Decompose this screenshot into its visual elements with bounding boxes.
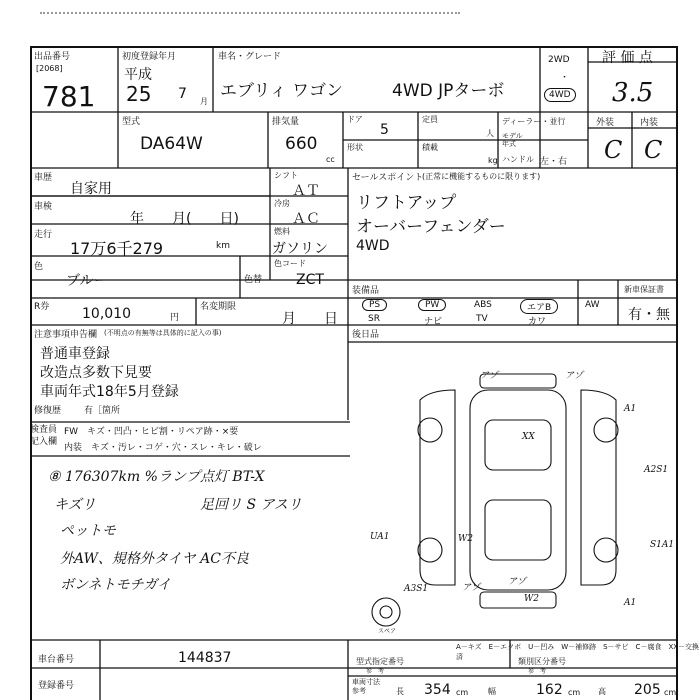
color-label: 色	[34, 262, 44, 272]
use-value: 自家用	[70, 181, 112, 197]
r-unit: 円	[170, 313, 180, 323]
equip-navi: ナビ	[424, 317, 443, 327]
shape-label: 形状	[347, 143, 363, 152]
mark-w2-rear: W2	[524, 594, 539, 604]
disp-label: 排気量	[272, 117, 300, 127]
chassis-label: 車台番号	[38, 655, 75, 665]
class-label: 類別区分番号	[518, 657, 566, 666]
inspect-label: 車検	[34, 202, 53, 212]
damage-legend: A－キズ E－エクボ U－凹み W－補修跡 S－サビ C－腐食 XX－交換済	[456, 643, 700, 661]
chassis-value: 144837	[178, 650, 232, 666]
shift-label: シフト	[274, 171, 298, 180]
mark-front-right: アゾ	[565, 371, 584, 381]
remark-3: ペットモ	[60, 523, 116, 539]
selling-sub: (正常に機能するものに限ります)	[422, 172, 541, 181]
hgt-unit: cm	[664, 688, 677, 697]
car-name: エブリィ ワゴン	[220, 81, 344, 101]
inspect-value: 年 月( 日)	[130, 211, 239, 227]
first-reg-label: 初度登録年月	[122, 52, 177, 62]
drive-4wd-circled: 4WD	[544, 88, 576, 102]
ext-grade: C	[604, 136, 623, 164]
shift-value: ＡＴ	[292, 183, 320, 199]
name-label: 車名・グレード	[218, 52, 282, 62]
color-change-label: 色替	[244, 275, 263, 285]
mark-xx: XX	[522, 432, 535, 442]
int-label: 内装	[640, 118, 659, 128]
door-value: 5	[380, 122, 389, 138]
reg-value: 月 日	[282, 311, 338, 327]
selling-point-2: オーバーフェンダー	[356, 217, 506, 237]
mark-a1-bottom: A1	[624, 598, 637, 608]
reg-label: 名変期限	[200, 302, 237, 312]
disp-value: 660	[285, 134, 318, 154]
use-label: 車歴	[34, 173, 53, 183]
repair-label: 修復歴	[34, 406, 62, 416]
note-3: 車両年式18年5月登録	[40, 384, 179, 400]
mark-w2-mid: W2	[458, 534, 473, 544]
wid-value: 162	[536, 682, 563, 698]
remark-side: 足回リ S アスリ	[200, 497, 302, 513]
equip-leather: カワ	[528, 317, 547, 327]
lot-label: 出品番号	[34, 52, 71, 62]
new-warranty-label: 新車保証書	[624, 285, 664, 294]
drive-dot: ・	[560, 73, 570, 83]
equip-ps: PS	[362, 299, 387, 311]
wid-label: 幅	[488, 687, 496, 696]
class-sub: 参 考	[528, 668, 547, 675]
reg-month-unit: 月	[200, 97, 208, 106]
load-unit: kg	[488, 156, 498, 165]
int-grade: C	[644, 136, 663, 164]
model-label: 型式	[122, 117, 141, 127]
mileage-value: 17万6千279	[70, 239, 164, 258]
reg-no-label: 登録番号	[38, 681, 75, 691]
r-label: R券	[34, 302, 50, 312]
color-code-label: 色コード	[274, 259, 306, 268]
era: 平成	[124, 67, 152, 83]
selling-label: セールスポイント	[352, 173, 424, 183]
r-value: 10,010	[82, 306, 131, 322]
lot-number: 781	[42, 80, 96, 113]
new-warranty-value: 有・無	[628, 307, 670, 323]
dim-label: 車両寸法 参考	[352, 678, 380, 695]
remark-2: キズリ	[54, 497, 96, 513]
lot-sub: [2068]	[36, 64, 63, 73]
inspector-label: 検査員 記入欄	[30, 425, 58, 447]
equip-aw: AW	[585, 300, 600, 310]
notes-label: 注意事項申告欄	[34, 330, 98, 340]
mark-s1a1: S1A1	[650, 540, 675, 550]
ac-value: ＡＣ	[292, 211, 320, 227]
ac-label: 冷房	[274, 199, 290, 208]
drive-2wd: 2WD	[548, 55, 570, 65]
cap-label: 定員	[422, 115, 438, 124]
hgt-label: 高	[598, 687, 606, 696]
remark-5: ボンネトモチガイ	[60, 577, 171, 593]
score-value: 3.5	[612, 78, 654, 108]
mark-front-left: アゾ	[480, 371, 499, 381]
len-label: 長	[396, 687, 404, 696]
ext-label: 外装	[596, 118, 615, 128]
mark-a3s1: A3S1	[404, 584, 429, 594]
equip-airbag: エアB	[520, 299, 558, 314]
notes-sub: (不明点の有無等は具体的に記入の事)	[104, 329, 222, 337]
equip-tv: TV	[476, 314, 488, 324]
spare-label: スペア	[378, 628, 397, 635]
color-value: ブルー	[66, 273, 108, 289]
equip-abs: ABS	[474, 300, 492, 310]
type-cert-label: 型式指定番号	[356, 657, 404, 666]
mileage-label: 走行	[34, 230, 53, 240]
reg-year: 25	[126, 82, 152, 106]
mileage-unit: km	[216, 241, 230, 251]
load-label: 積載	[422, 143, 438, 152]
model-year-label: モデル 年式	[502, 132, 523, 148]
mark-a2s1: A2S1	[644, 465, 669, 475]
diagram-label: 後日品	[352, 330, 380, 340]
type-cert-sub: 参 考	[366, 668, 385, 675]
len-value: 354	[424, 682, 451, 698]
wid-unit: cm	[568, 688, 581, 697]
score-label: 評 価 点	[602, 50, 653, 66]
reg-month: 7	[178, 86, 187, 102]
mark-rear-azo: アゾ	[508, 577, 527, 587]
fuel-label: 燃料	[274, 227, 290, 236]
selling-point-1: リフトアップ	[356, 193, 457, 213]
inspector-line-1: FW キズ・凹凸・ヒビ割・リペア跡・×要	[64, 427, 239, 437]
inspector-line-2: 内装 キズ・汚レ・コゲ・穴・スレ・キレ・破レ	[64, 443, 262, 453]
dealer-label: ディーラー・並行	[502, 117, 566, 126]
repair-value: 有［箇所	[84, 406, 121, 416]
remark-4: 外AW、規格外タイヤ AC不良	[60, 551, 249, 567]
len-unit: cm	[456, 688, 469, 697]
mark-a1-top: A1	[624, 404, 637, 414]
disp-unit: cc	[326, 155, 335, 164]
mark-rear-left: アゾ	[462, 583, 481, 593]
note-1: 普通車登録	[40, 346, 110, 362]
cap-unit: 人	[486, 129, 494, 138]
car-grade: 4WD JPターボ	[392, 81, 505, 101]
selling-point-3: 4WD	[356, 238, 390, 254]
remark-1: ⑧ 176307km %ランプ点灯 BT-X	[48, 469, 265, 485]
fuel-value: ガソリン	[272, 241, 328, 257]
handle-value: 左・右	[540, 157, 568, 167]
equip-sr: SR	[368, 314, 380, 324]
note-2: 改造点多数下見要	[40, 365, 152, 381]
hgt-value: 205	[634, 682, 661, 698]
color-code-value: ZCT	[296, 272, 324, 288]
model-value: DA64W	[140, 134, 203, 154]
door-label: ドア	[347, 115, 363, 124]
mark-ua1: UA1	[370, 532, 390, 542]
equipment-label: 装備品	[352, 286, 380, 296]
equip-pw: PW	[418, 299, 446, 311]
handle-label: ハンドル	[502, 155, 534, 164]
